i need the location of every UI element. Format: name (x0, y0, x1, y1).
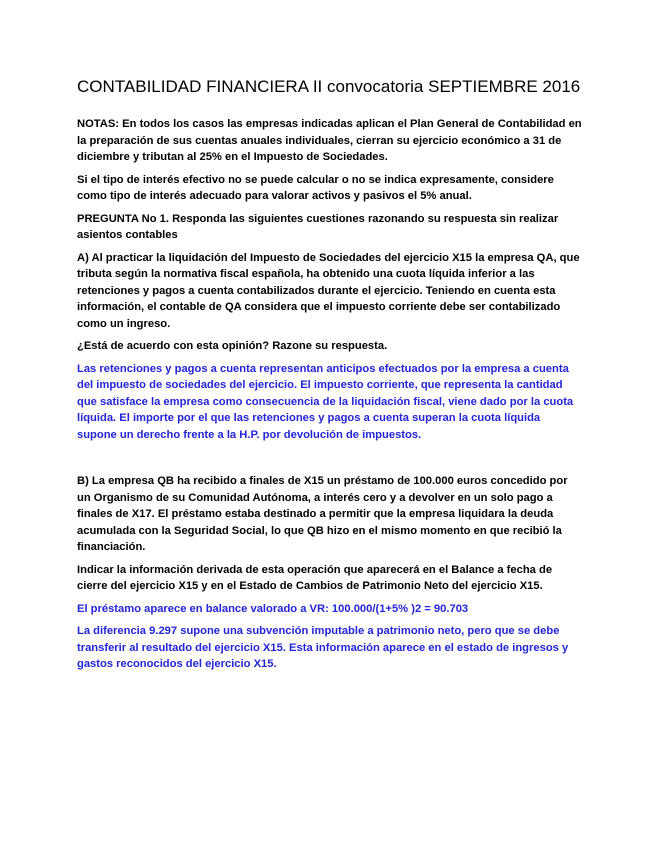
document-page (77, 76, 582, 679)
part-b-statement: B) La empresa QB ha recibido a finales de X15 un préstamo de 100.000 euros concedido por un Organismo de su Comunidad Autónoma, a interés cero y a devolver en un solo pago a finales de X17. El préstamo estaba destinado a permitir que la empresa liquidara la deuda acumulada con la Seguridad Social, lo que QB hizo en el mismo momento en que recibió la financiación. (77, 475, 568, 553)
part-b-answer-loan: El préstamo aparece en balance valorado a VR: 100.000/(1+5% )2 = 90.703 (77, 602, 469, 615)
notes-paragraph: NOTAS: En todos los casos las empresas indicadas aplican el Plan General de Contabilidad en la preparación de sus cuentas anuales individuales, cierran su ejercicio económico a 31 de diciembre y tributan al 25% en el Impuesto de Sociedades. (77, 118, 582, 163)
interest-note-paragraph: Si el tipo de interés efectivo no se puede calcular o no se indica expresamente, considere como tipo de interés adecuado para valorar activos y pasivos el 5% anual. (77, 173, 554, 202)
document-title: CONTABILIDAD FINANCIERA II convocatoria SEPTIEMBRE 2016 (77, 77, 581, 96)
part-a-statement: A) Al practicar la liquidación del Impuesto de Sociedades del ejercicio X15 la empresa QA, que tributa según la normativa fiscal española, ha obtenido una cuota líquida inferior a las retenciones y pagos a cuenta contabilizados durante el ejercicio. Teniendo en cuenta esta información, el contable de QA considera que el impuesto corriente debe ser contabilizado como un ingreso. (77, 251, 580, 330)
part-a-answer: Las retenciones y pagos a cuenta representan anticipos efectuados por la empresa a cuenta del impuesto de sociedades del ejercicio. El impuesto corriente, que representa la cantidad que satisface la empresa como consecuencia de la liquidación fiscal, viene dado por la cuota líquida. El importe por el que las retenciones y pagos a cuenta superan la cuota líquida supone un derecho frente a la H.P. por devolución de impuestos. (77, 362, 574, 441)
part-b-answer-subsidy: La diferencia 9.297 supone una subvención imputable a patrimonio neto, pero que se debe transferir al resultado del ejercicio X15. Esta información aparece en el estado de ingresos y gastos reconocidos del ejercicio X15. (77, 625, 569, 670)
part-a-prompt: ¿Está de acuerdo con esta opinión? Razone su respuesta. (77, 340, 388, 352)
part-b-prompt: Indicar la información derivada de esta operación que aparecerá en el Balance a fecha de cierre del ejercicio X15 y en el Estado de Cambios de Patrimonio Neto del ejercicio X15. (77, 563, 553, 592)
question-1-heading: PREGUNTA No 1. Responda las siguientes cuestiones razonando su respuesta sin realizar asientos contables (77, 212, 559, 241)
